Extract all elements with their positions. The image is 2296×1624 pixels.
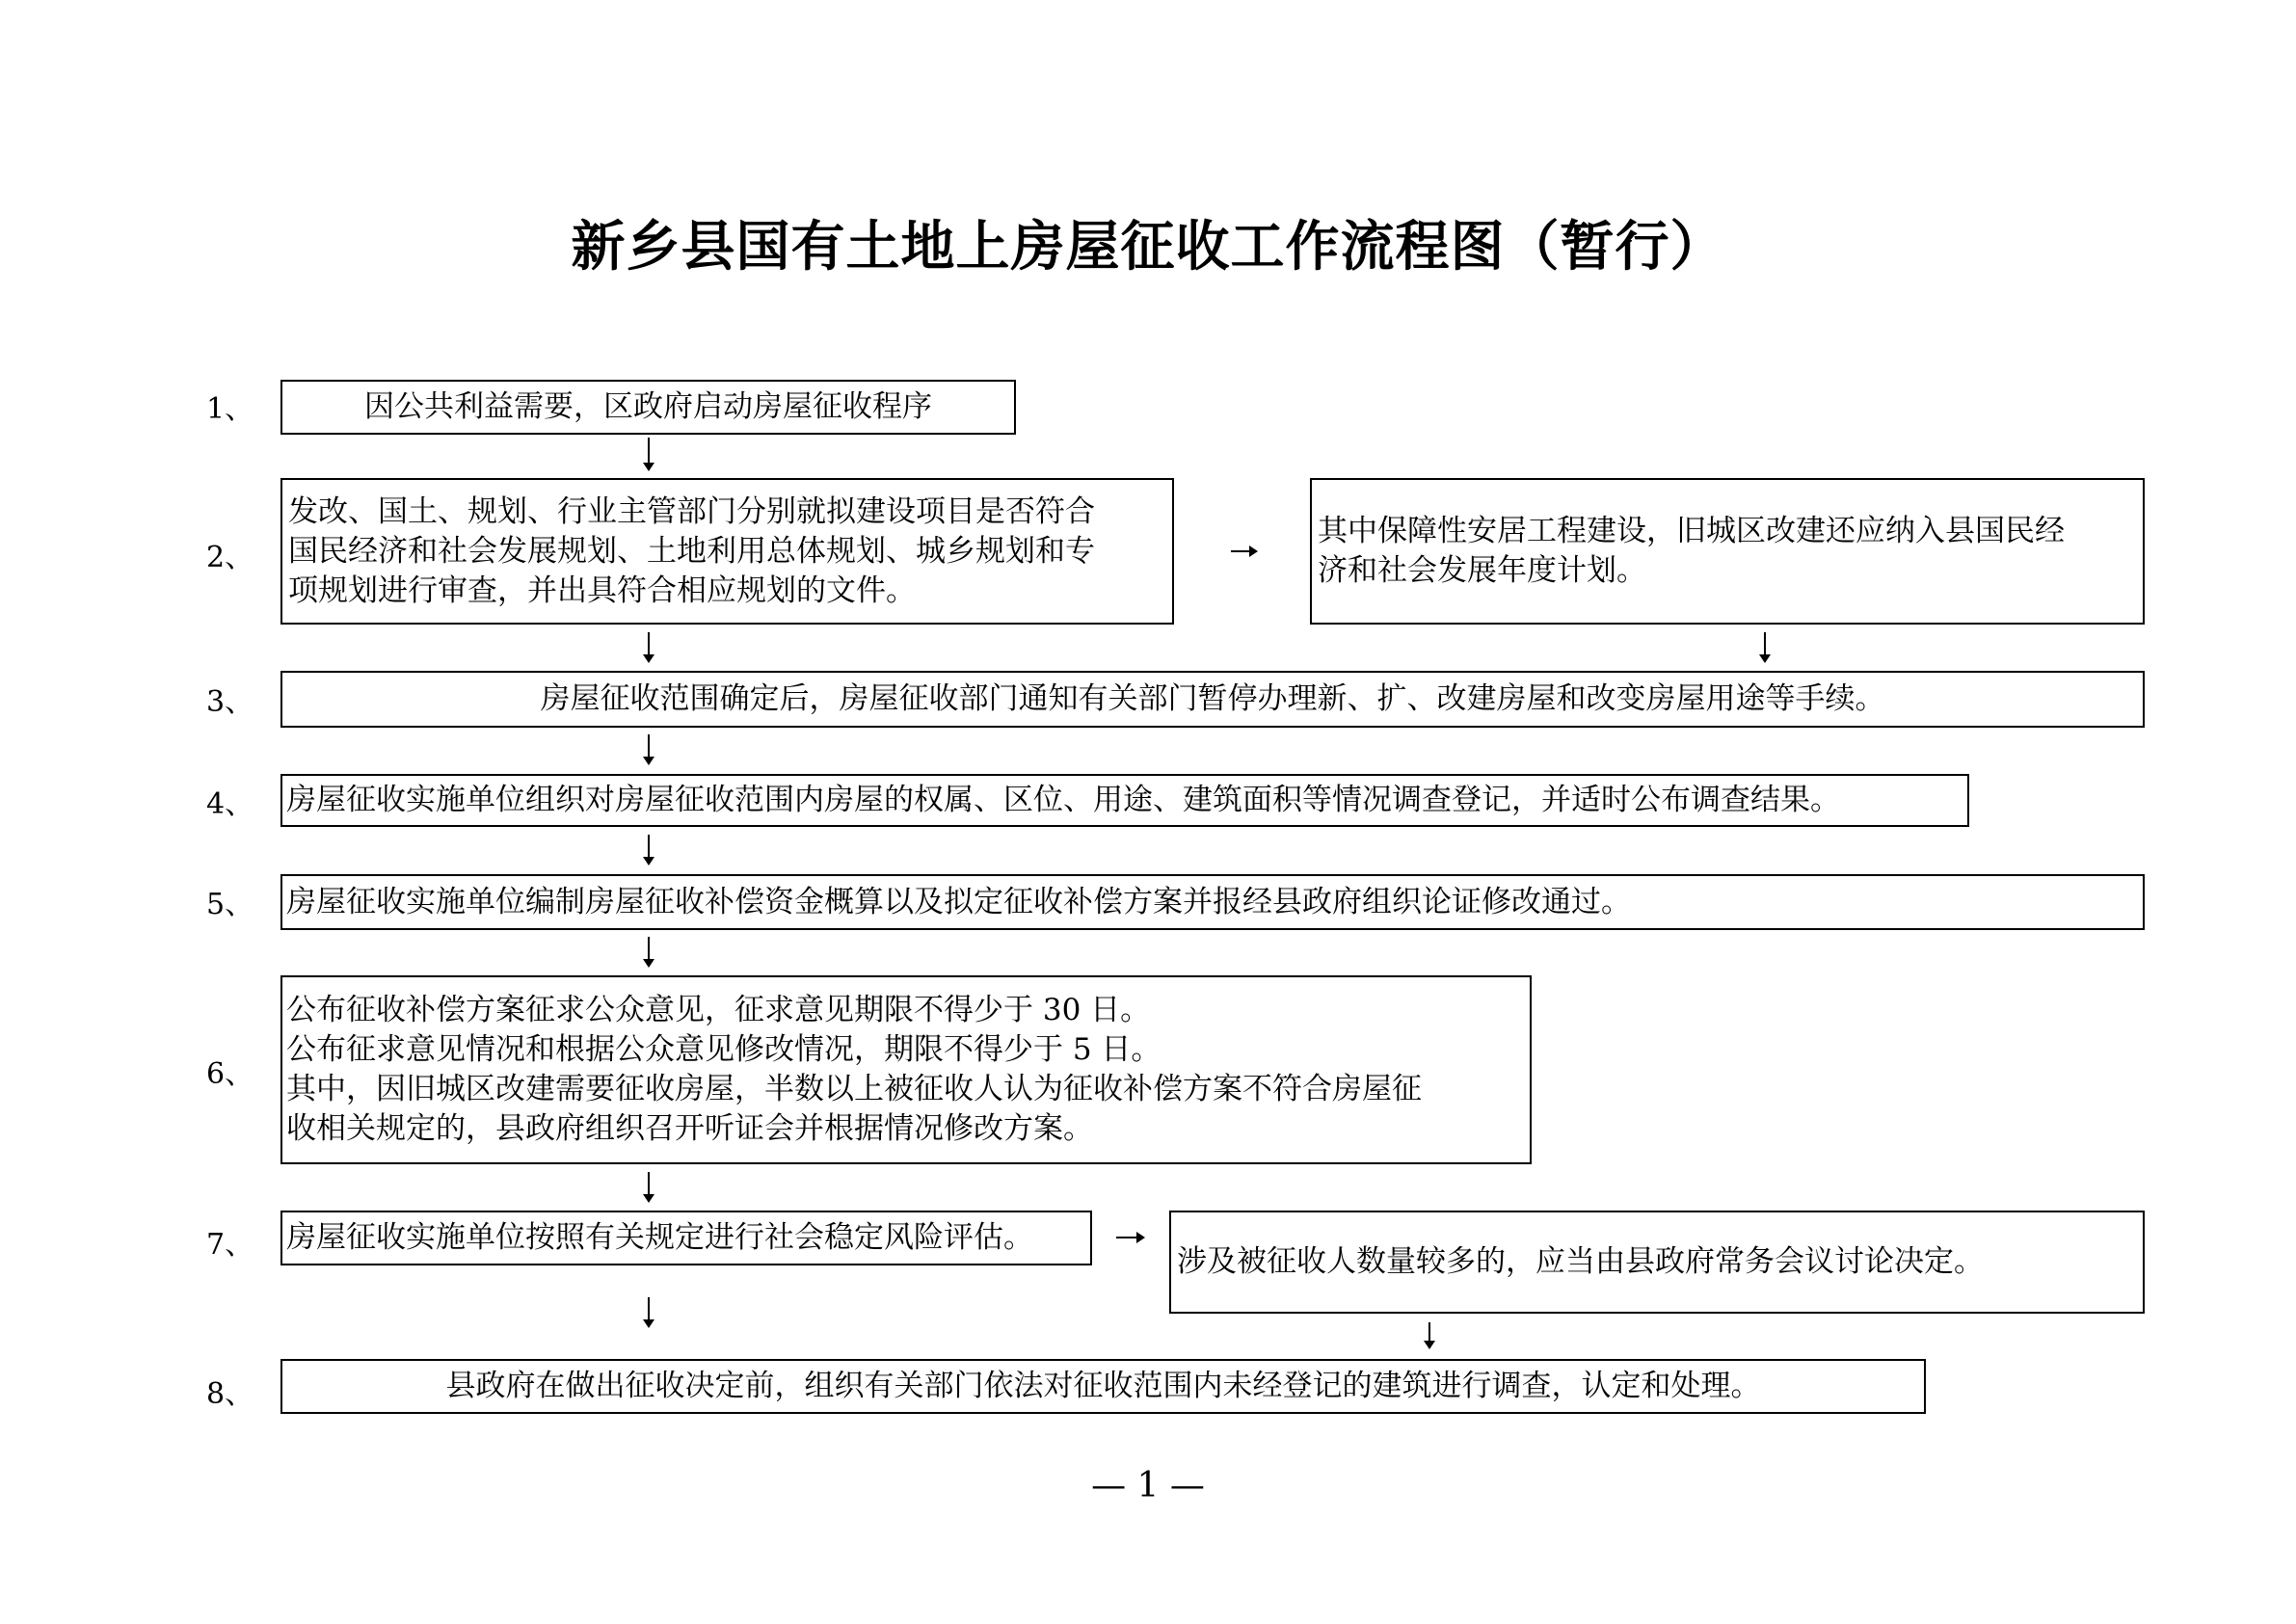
step-7-side-text: 涉及被征收人数量较多的，应当由县政府常务会议讨论决定。 bbox=[1177, 1244, 1984, 1279]
step-8-box bbox=[280, 1359, 1926, 1414]
step-2-box bbox=[280, 478, 1174, 625]
step-5-text: 房屋征收实施单位编制房屋征收补偿资金概算以及拟定征收补偿方案并报经县政府组织论证修改通过。 bbox=[286, 884, 1631, 919]
step-6-text-line-4: 收相关规定的，县政府组织召开听证会并根据情况修改方案。 bbox=[286, 1111, 1093, 1146]
arrow-side-to-3 bbox=[1764, 632, 1766, 661]
step-7-side-box bbox=[1169, 1211, 2145, 1314]
arrow-7-to-8 bbox=[648, 1297, 650, 1326]
step-6-text-line-1: 公布征收补偿方案征求公众意见，征求意见期限不得少于 30 日。 bbox=[286, 993, 1151, 1027]
step-4-box bbox=[280, 774, 1969, 827]
step-2-text-line-3: 项规划进行审查，并出具符合相应规划的文件。 bbox=[288, 572, 916, 608]
step-5-box bbox=[280, 874, 2145, 930]
step-1-box bbox=[280, 380, 1016, 435]
arrow-2-to-3 bbox=[648, 632, 650, 661]
step-number-3: 3、 bbox=[206, 685, 254, 719]
step-2-side-text-line-2: 济和社会发展年度计划。 bbox=[1318, 553, 1646, 588]
arrow-2-to-side bbox=[1231, 550, 1256, 552]
step-number-2: 2、 bbox=[206, 541, 254, 574]
arrow-4-to-5 bbox=[648, 835, 650, 864]
step-4-text: 房屋征收实施单位组织对房屋征收范围内房屋的权属、区位、用途、建筑面积等情况调查登记，并适时公布调查结果。 bbox=[286, 783, 1840, 817]
step-3-box bbox=[280, 671, 2145, 728]
step-number-7: 7、 bbox=[206, 1228, 254, 1262]
step-number-4: 4、 bbox=[206, 787, 254, 821]
step-1-text: 因公共利益需要，区政府启动房屋征收程序 bbox=[364, 389, 932, 424]
arrow-7-to-side bbox=[1116, 1237, 1143, 1238]
step-6-box bbox=[280, 975, 1532, 1164]
step-2-text-line-1: 发改、国土、规划、行业主管部门分别就拟建设项目是否符合 bbox=[288, 493, 1095, 529]
step-2-side-text-line-1: 其中保障性安居工程建设，旧城区改建还应纳入县国民经 bbox=[1318, 514, 2065, 548]
step-3-text: 房屋征收范围确定后，房屋征收部门通知有关部门暂停办理新、扩、改建房屋和改变房屋用途等手续。 bbox=[540, 681, 1885, 716]
step-2-side-box bbox=[1310, 478, 2145, 625]
step-2-text-line-2: 国民经济和社会发展规划、土地利用总体规划、城乡规划和专 bbox=[288, 533, 1095, 569]
step-8-text: 县政府在做出征收决定前，组织有关部门依法对征收范围内未经登记的建筑进行调查，认定和处理。 bbox=[445, 1369, 1761, 1403]
step-6-text-line-2: 公布征求意见情况和根据公众意见修改情况，期限不得少于 5 日。 bbox=[286, 1032, 1161, 1067]
step-7-text: 房屋征收实施单位按照有关规定进行社会稳定风险评估。 bbox=[286, 1220, 1033, 1255]
arrow-5-to-6 bbox=[648, 937, 650, 966]
arrow-6-to-7 bbox=[648, 1172, 650, 1201]
step-number-6: 6、 bbox=[206, 1057, 254, 1091]
step-number-8: 8、 bbox=[206, 1377, 254, 1411]
page-number: — 1 — bbox=[1091, 1466, 1205, 1505]
step-number-1: 1、 bbox=[206, 392, 254, 426]
arrow-side-to-8 bbox=[1428, 1322, 1430, 1347]
arrow-3-to-4 bbox=[648, 734, 650, 763]
arrow-1-to-2 bbox=[648, 438, 650, 469]
step-6-text-line-3: 其中，因旧城区改建需要征收房屋，半数以上被征收人认为征收补偿方案不符合房屋征 bbox=[286, 1072, 1422, 1106]
step-number-5: 5、 bbox=[206, 888, 254, 921]
page-title: 新乡县国有土地上房屋征收工作流程图（暂行） bbox=[571, 216, 1725, 279]
step-7-box bbox=[280, 1211, 1092, 1265]
